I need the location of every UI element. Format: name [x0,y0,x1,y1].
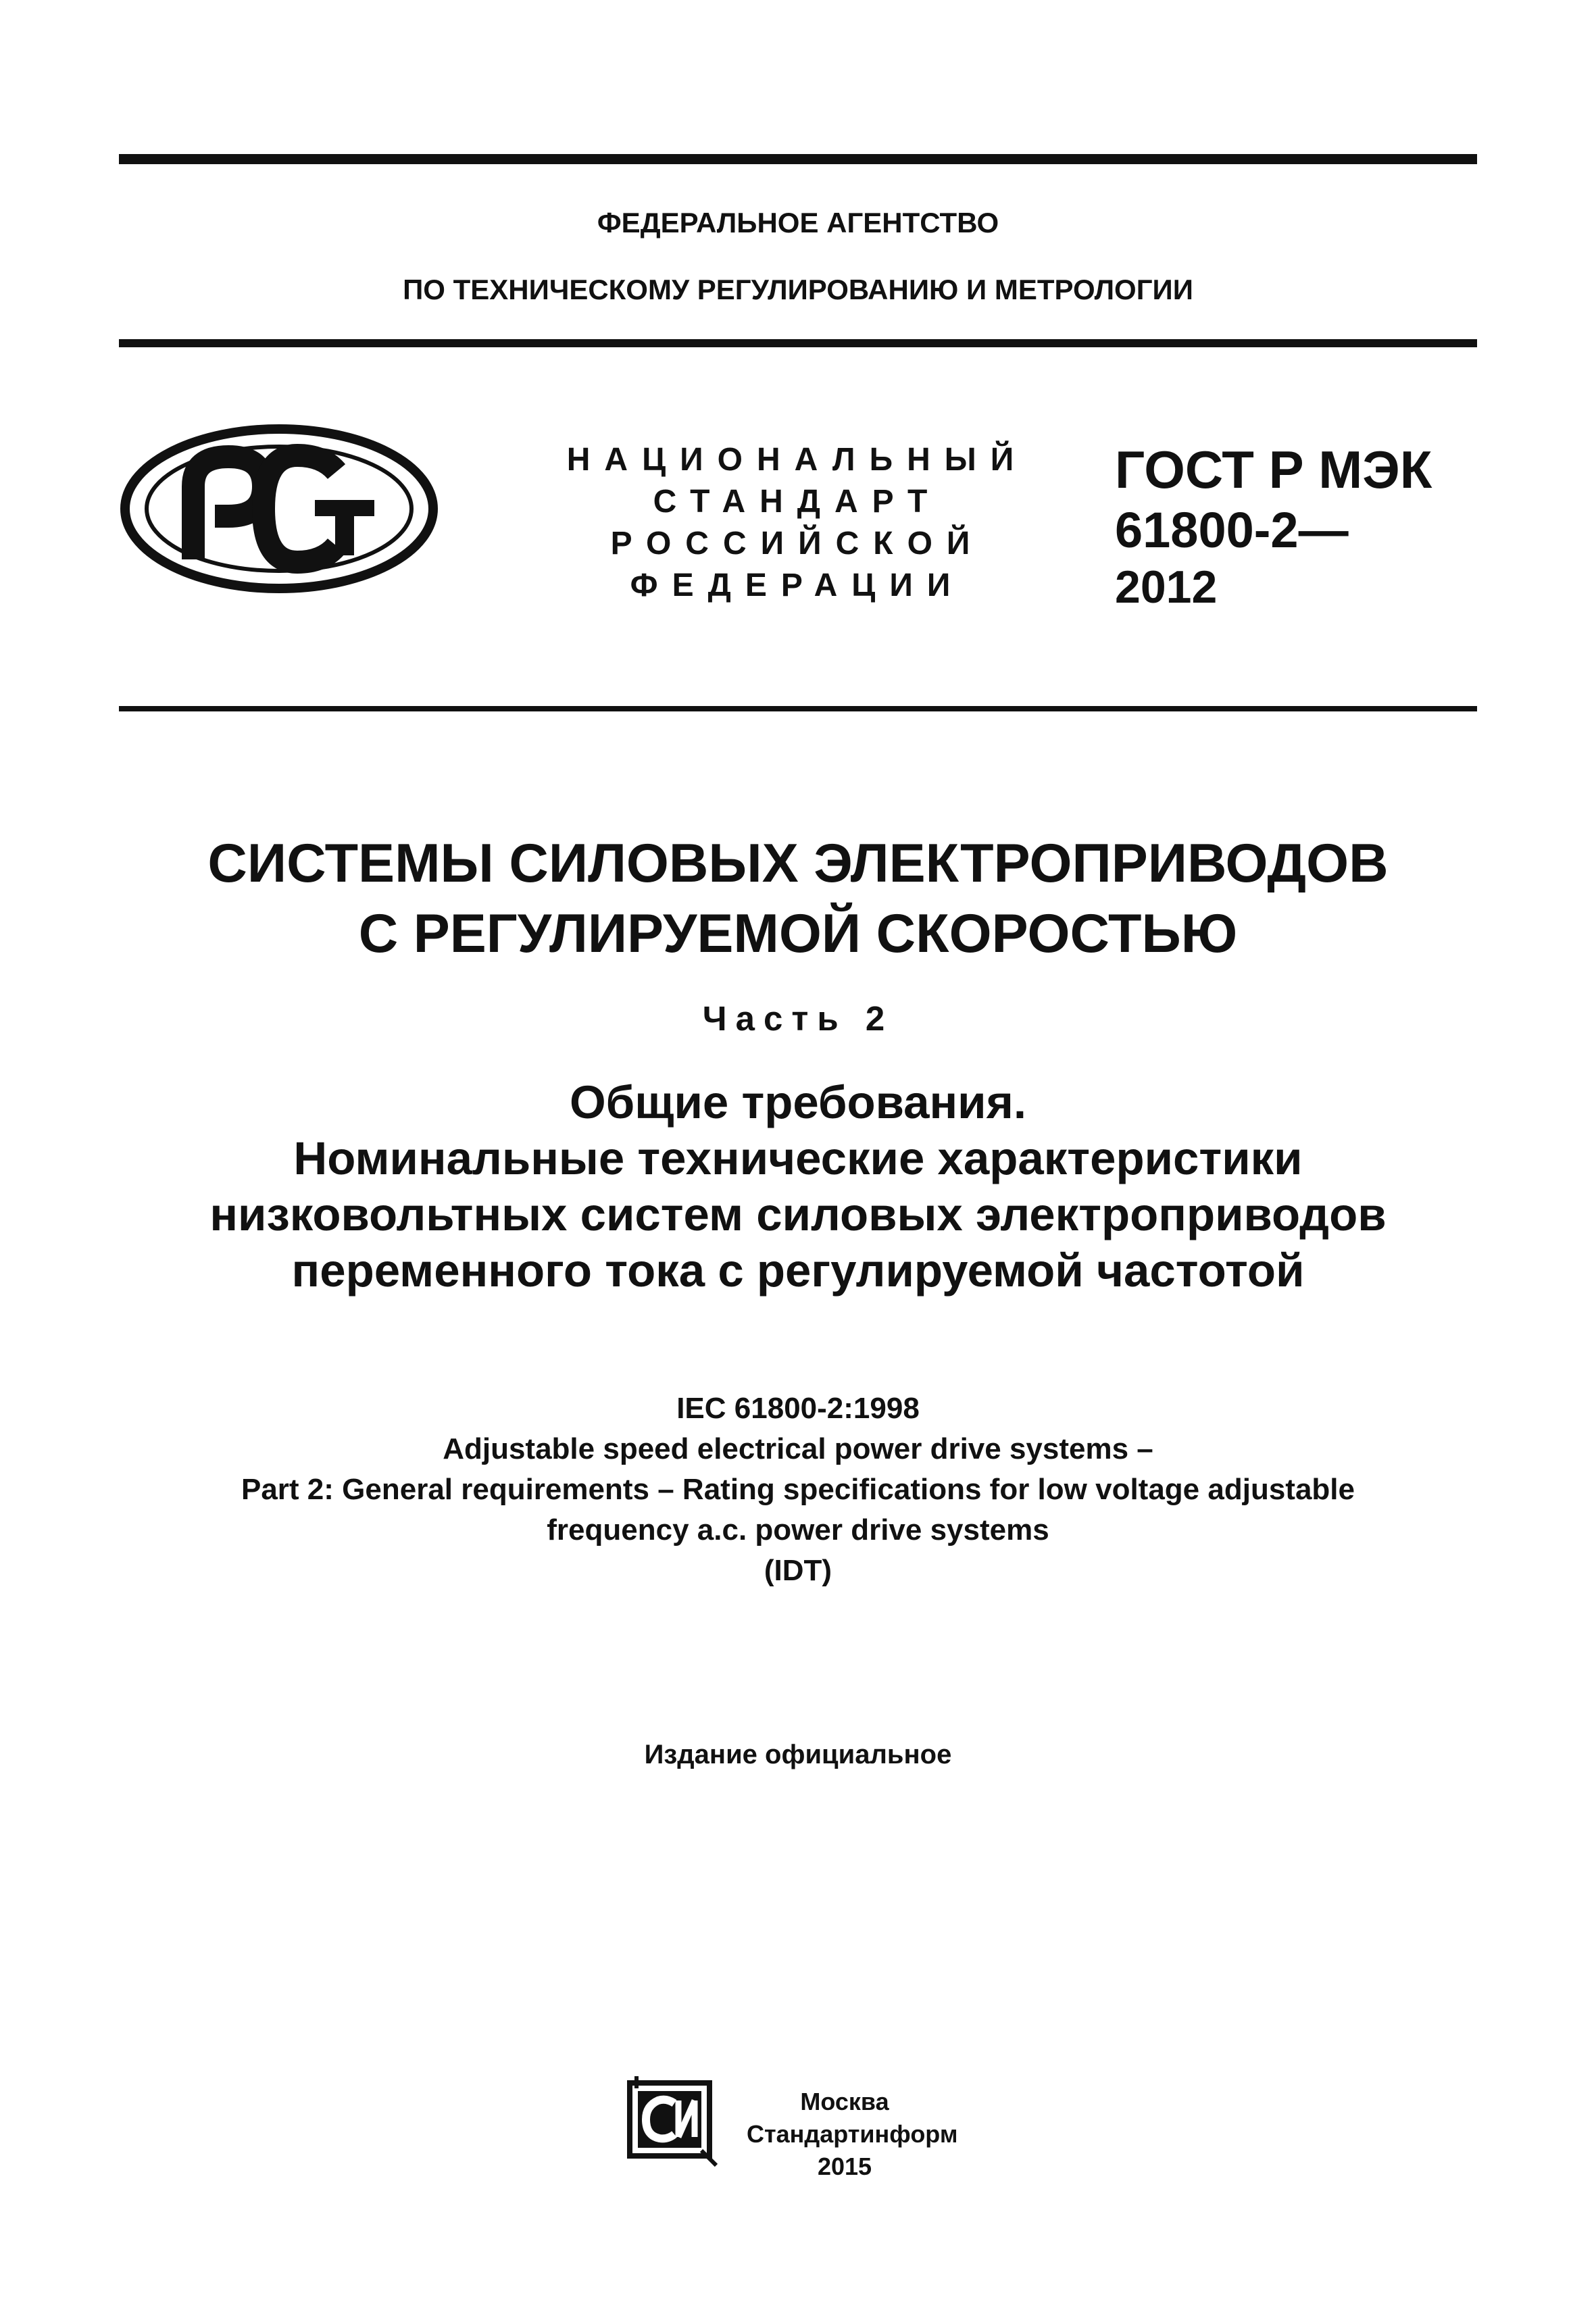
title-line-2: С РЕГУЛИРУЕМОЙ СКОРОСТЬЮ [358,903,1238,964]
standard-code-line-1: ГОСТ Р МЭК [1115,440,1432,499]
subtitle-line: низковольтных систем силовых электроприводов [209,1188,1387,1240]
standard-code-line-2: 61800-2— [1115,502,1349,558]
document-title [0,828,1596,969]
subtitle-line: переменного тока с регулируемой частотой [291,1244,1305,1297]
publisher-name: Стандартинформ [747,2120,958,2148]
standartinform-logo-icon [622,2071,723,2172]
english-reference [0,1388,1596,1591]
agency-line-2: ПО ТЕХНИЧЕСКОМУ РЕГУЛИРОВАНИЮ И МЕТРОЛОГИИ [403,274,1193,305]
top-rule [119,154,1477,164]
national-label-line: РОССИЙСКОЙ [610,526,984,561]
english-line: Part 2: General requirements – Rating specifications for low voltage adjustable [241,1473,1355,1506]
english-line: IEC 61800-2:1998 [676,1392,920,1425]
national-label-line: НАЦИОНАЛЬНЫЙ [566,442,1028,478]
subtitle-line: Номинальные технические характеристики [293,1132,1303,1184]
national-standard-label [554,439,1041,607]
english-line: (IDT) [764,1554,832,1587]
standard-code [1115,439,1432,613]
header-bottom-rule [119,706,1477,711]
edition-label: Издание официальное [644,1740,952,1769]
title-line-1: СИСТЕМЫ СИЛОВЫХ ЭЛЕКТРОПРИВОДОВ [207,833,1389,894]
rst-logo-icon [120,424,438,593]
national-label-line: СТАНДАРТ [653,484,942,520]
agency-line-1: ФЕДЕРАЛЬНОЕ АГЕНТСТВО [597,207,999,238]
publisher-info [747,2086,958,2183]
agency-bottom-rule [119,339,1477,347]
english-line: Adjustable speed electrical power drive systems – [443,1432,1153,1465]
publisher-city: Москва [800,2088,889,2115]
national-label-line: ФЕДЕРАЦИИ [630,568,965,603]
subtitle [0,1074,1596,1299]
part-label: Часть 2 [702,999,894,1038]
publisher-year: 2015 [817,2153,872,2180]
subtitle-line: Общие требования. [569,1076,1027,1128]
english-line: frequency a.c. power drive systems [547,1513,1049,1546]
standard-code-line-3: 2012 [1115,561,1218,613]
